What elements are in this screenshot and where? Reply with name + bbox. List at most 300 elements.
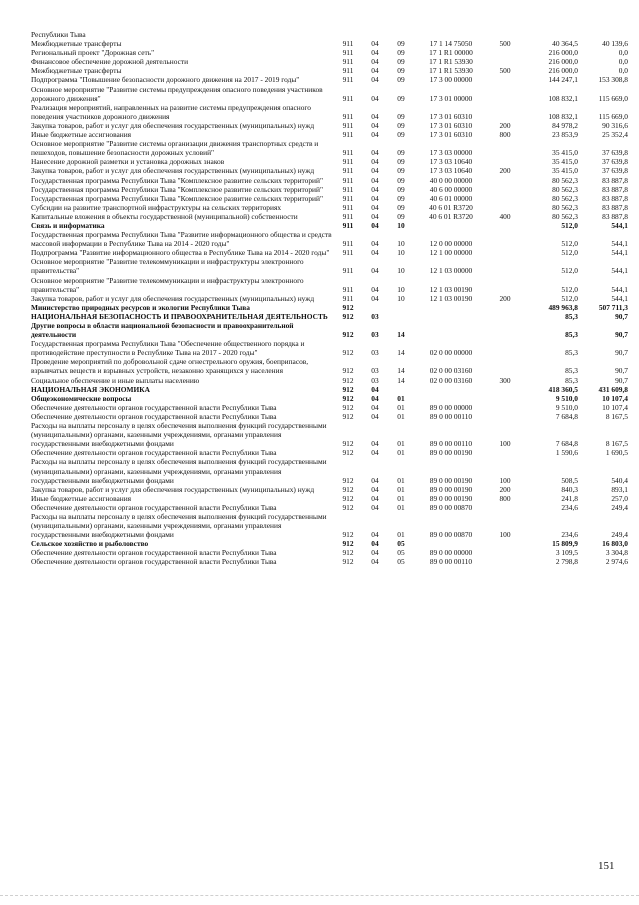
row-name: Государственная программа Республики Тыва "Развитие информационного общества и средств массовой информации в Республике Тыва на 2014 - 2020 годы" [31,230,332,249]
row-amount-year-1: 144 247,1 [548,75,578,85]
row-grbs-code: 911 [342,39,354,49]
row-target-article: 89 0 00 00190 [429,484,473,494]
row-subsection-code: 09 [397,66,405,76]
row-subsection-code: 10 [397,239,405,249]
row-name: Основное мероприятие "Развитие телекоммуникации и инфраструктуры электронного правительства" [31,257,304,276]
row-expense-type [488,448,522,457]
row-expense-type [488,548,522,557]
row-subsection-code: 01 [397,493,405,503]
row-section-code: 04 [371,48,379,58]
row-target-article: 17 3 03 00000 [429,148,473,158]
table-row [31,403,628,412]
row-amount-year-2: 3 304,8 [605,548,628,558]
row-target-article: 89 0 00 00000 [429,548,473,558]
row-target-article: 89 0 00 00110 [429,557,473,567]
row-section-code: 04 [371,393,379,403]
row-amount-year-2: 90,7 [615,348,628,358]
row-amount-year-2: 83 887,8 [602,193,628,203]
row-section-code: 04 [371,130,379,140]
table-row [31,321,628,339]
row-section-code: 04 [371,493,379,503]
row-amount-year-1: 23 853,9 [552,130,578,140]
row-amount-year-2: 0,0 [618,66,628,76]
table-row [31,303,628,312]
row-amount-year-1: 85,3 [565,348,578,358]
row-expense-type [488,185,522,194]
row-amount-year-2: 0,0 [618,48,628,58]
row-section-code: 04 [371,411,379,421]
table-row [31,85,628,103]
row-section-code: 04 [371,220,379,230]
row-grbs-code: 911 [342,166,354,176]
row-name: Министерство природных ресурсов и экологии Республики Тыва [31,302,250,312]
row-name: Расходы на выплаты персоналу в целях обеспечения выполнения функций государственными (муниципальными) органами, казенными учреждениями, органами управления государственными внебюджетными фондами [31,511,327,540]
row-expense-type: 200 [499,120,511,130]
row-amount-year-2: 10 107,4 [602,402,628,412]
row-target-article: 17 1 R1 53930 [429,57,473,67]
row-grbs-code: 911 [342,266,354,276]
row-amount-year-2: 25 352,4 [602,130,628,140]
row-amount-year-1 [522,30,578,39]
row-target-article: 89 0 00 00190 [429,448,473,458]
row-target-article: 40 0 00 00000 [429,175,473,185]
row-amount-year-1: 35 415,0 [552,148,578,158]
row-subsection-code: 05 [397,557,405,567]
table-row [31,294,628,303]
table-row [31,166,628,175]
row-subsection-code [388,303,414,312]
row-expense-type: 800 [499,493,511,503]
row-expense-type: 800 [499,130,511,140]
row-expense-type [488,194,522,203]
row-grbs-code: 911 [342,120,354,130]
row-expense-type [488,385,522,394]
row-amount-year-1: 840,3 [561,484,578,494]
row-amount-year-2: 0,0 [618,57,628,67]
table-row [31,212,628,221]
row-section-code: 04 [371,502,379,512]
row-expense-type [488,103,522,121]
row-subsection-code [388,385,414,394]
row-target-article [414,312,488,321]
row-grbs-code: 912 [342,302,354,312]
row-section-code: 04 [371,439,379,449]
row-name: Закупка товаров, работ и услуг для обеспечения государственных (муниципальных) нужд [31,293,315,303]
row-grbs-code: 911 [342,148,354,158]
row-amount-year-1: 80 562,3 [552,193,578,203]
row-section-code: 04 [371,66,379,76]
row-amount-year-1: 108 832,1 [548,93,578,103]
row-subsection-code: 14 [397,375,405,385]
row-name: Закупка товаров, работ и услуг для обеспечения государственных (муниципальных) нужд [31,120,315,130]
table-row [31,539,628,548]
row-grbs-code: 912 [342,375,354,385]
row-expense-type [488,339,522,357]
row-amount-year-1: 512,0 [561,293,578,303]
row-amount-year-2: 893,1 [611,484,628,494]
row-amount-year-1: 2 798,8 [555,557,578,567]
row-amount-year-1: 85,3 [565,330,578,340]
row-expense-type [488,48,522,57]
row-subsection-code: 01 [397,402,405,412]
row-subsection-code: 10 [397,220,405,230]
budget-table-body [31,30,628,567]
row-section-code: 04 [371,239,379,249]
row-name: Подпрограмма "Повышение безопасности дорожного движения на 2017 - 2019 годы" [31,75,300,85]
row-target-article: 89 0 00 00870 [429,502,473,512]
row-name: Сельское хозяйство и рыболовство [31,539,149,549]
row-subsection-code: 05 [397,548,405,558]
row-subsection-code: 09 [397,111,405,121]
row-amount-year-2: 115 669,0 [598,93,628,103]
row-expense-type [488,230,522,248]
row-section-code: 04 [371,184,379,194]
row-grbs-code: 912 [342,530,354,540]
row-target-article: 89 0 00 00190 [429,475,473,485]
row-subsection-code: 10 [397,293,405,303]
row-section-code: 04 [371,475,379,485]
row-expense-type [488,176,522,185]
row-amount-year-2: 544,1 [611,293,628,303]
row-name: Расходы на выплаты персоналу в целях обеспечения выполнения функций государственными (муниципальными) органами, казенными учреждениями, органами управления государственными внебюджетными фондами [31,457,327,485]
row-expense-type: 100 [499,530,511,540]
row-amount-year-1: 84 978,2 [552,120,578,130]
row-target-article: 89 0 00 00110 [429,411,473,421]
row-name: Обеспечение деятельности органов государственной власти Республики Тыва [31,502,277,512]
row-expense-type [488,85,522,103]
row-grbs-code: 911 [342,211,354,221]
row-amount-year-1: 80 562,3 [552,202,578,212]
row-section-code: 04 [371,93,379,103]
row-target-article: 12 1 03 00190 [429,284,473,294]
row-grbs-code: 911 [342,157,354,167]
row-amount-year-2: 10 107,4 [602,393,628,403]
row-section-code: 04 [371,557,379,567]
row-target-article [414,321,488,339]
row-expense-type [488,57,522,66]
row-amount-year-2: 507 711,3 [598,302,628,312]
row-amount-year-1: 85,3 [565,311,578,321]
row-grbs-code: 912 [342,330,354,340]
row-expense-type [488,276,522,294]
row-expense-type [488,403,522,412]
row-expense-type [488,394,522,403]
row-name: Обеспечение деятельности органов государственной власти Республики Тыва [31,402,277,412]
row-grbs-code: 911 [342,57,354,67]
row-grbs-code: 911 [342,175,354,185]
row-name: Межбюджетные трансферты [31,39,122,49]
row-section-code: 03 [371,375,379,385]
row-amount-year-1: 234,6 [561,502,578,512]
row-amount-year-1: 80 562,3 [552,211,578,221]
row-subsection-code: 14 [397,366,405,376]
row-name: Расходы на выплаты персоналу в целях обеспечения выполнения функций государственными (муниципальными) органами, казенными учреждениями, органами управления государственными внебюджетными фондами [31,421,327,449]
row-section-code: 04 [371,266,379,276]
table-row [31,48,628,57]
row-amount-year-1: 35 415,0 [552,166,578,176]
row-name: Обеспечение деятельности органов государственной власти Республики Тыва [31,448,277,458]
row-section-code: 04 [371,484,379,494]
row-amount-year-2 [578,30,628,39]
row-amount-year-2: 544,1 [611,220,628,230]
row-name: Общеэкономические вопросы [31,393,132,403]
row-target-article [414,221,488,230]
row-amount-year-2: 16 803,0 [602,539,628,549]
bottom-divider [0,895,639,896]
row-section-code: 04 [371,211,379,221]
row-expense-type: 100 [499,475,511,485]
row-subsection-code: 01 [397,393,405,403]
row-grbs-code: 911 [342,293,354,303]
table-row [31,385,628,394]
row-target-article: 89 0 00 00870 [429,530,473,540]
row-section-code: 04 [371,120,379,130]
row-amount-year-2: 544,1 [611,239,628,249]
row-amount-year-1: 234,6 [561,530,578,540]
page-number: 151 [598,860,615,872]
row-target-article: 12 1 03 00190 [429,293,473,303]
table-row [31,130,628,139]
row-section-code [362,30,388,39]
row-amount-year-2: 1 690,5 [605,448,628,458]
row-expense-type [488,357,522,375]
row-subsection-code: 09 [397,202,405,212]
row-amount-year-1: 80 562,3 [552,175,578,185]
table-row [31,248,628,257]
row-name: Республики Тыва [31,30,86,39]
row-subsection-code: 01 [397,475,405,485]
row-section-code: 04 [371,39,379,49]
row-section-code: 04 [371,57,379,67]
row-subsection-code: 09 [397,39,405,49]
table-row [31,357,628,375]
row-name: Подпрограмма "Развитие информационного общества в Республике Тыва на 2014 - 2020 годы" [31,248,330,258]
table-row [31,39,628,48]
row-amount-year-1: 216 000,0 [548,66,578,76]
row-subsection-code: 01 [397,448,405,458]
row-name: Иные бюджетные ассигнования [31,493,132,503]
row-section-code: 04 [371,166,379,176]
table-row [31,394,628,403]
row-amount-year-2: 90 316,6 [602,120,628,130]
row-section-code: 04 [371,75,379,85]
row-expense-type [488,539,522,548]
row-subsection-code: 01 [397,484,405,494]
row-grbs-code: 911 [342,184,354,194]
row-amount-year-2: 83 887,8 [602,202,628,212]
row-subsection-code: 09 [397,193,405,203]
row-section-code: 03 [371,348,379,358]
row-name: Закупка товаров, работ и услуг для обеспечения государственных (муниципальных) нужд [31,166,315,176]
row-section-code: 04 [371,157,379,167]
row-expense-type: 200 [499,484,511,494]
row-grbs-code: 912 [342,548,354,558]
row-section-code: 04 [371,530,379,540]
row-grbs-code: 912 [342,348,354,358]
row-expense-type [488,321,522,339]
row-section-code: 04 [371,111,379,121]
row-amount-year-2: 115 669,0 [598,111,628,121]
row-grbs-code: 911 [342,239,354,249]
row-target-article: 89 0 00 00110 [429,439,473,449]
table-row [31,203,628,212]
table-row [31,121,628,130]
row-amount-year-2: 249,4 [611,530,628,540]
row-subsection-code: 09 [397,175,405,185]
row-grbs-code: 911 [342,284,354,294]
row-grbs-code: 912 [342,439,354,449]
row-subsection-code [388,30,414,39]
row-section-code: 03 [371,366,379,376]
row-grbs-code: 912 [342,311,354,321]
row-expense-type [488,557,522,566]
row-expense-type: 100 [499,439,511,449]
row-section-code: 04 [371,175,379,185]
row-subsection-code: 14 [397,348,405,358]
row-target-article: 17 3 01 60310 [429,120,473,130]
row-subsection-code: 05 [397,539,405,549]
row-name: Основное мероприятие "Развитие телекоммуникации и инфраструктуры электронного правительства" [31,275,304,294]
row-amount-year-1: 216 000,0 [548,48,578,58]
table-row [31,221,628,230]
row-target-article: 17 3 01 60310 [429,111,473,121]
row-amount-year-2: 249,4 [611,502,628,512]
row-amount-year-2: 90,7 [615,366,628,376]
row-grbs-code: 912 [342,502,354,512]
row-grbs-code: 911 [342,66,354,76]
row-subsection-code: 09 [397,93,405,103]
row-grbs-code: 912 [342,393,354,403]
row-target-article [414,303,488,312]
row-amount-year-1: 512,0 [561,284,578,294]
table-row [31,75,628,84]
row-target-article: 12 0 00 00000 [429,239,473,249]
row-subsection-code: 14 [397,330,405,340]
row-amount-year-1: 7 684,8 [555,411,578,421]
row-amount-year-2: 8 167,5 [605,411,628,421]
row-amount-year-2: 257,0 [611,493,628,503]
row-target-article: 40 6 00 00000 [429,184,473,194]
row-name: Капитальные вложения в объекты государственной (муниципальной) собственности [31,211,298,221]
row-target-article: 17 3 00 00000 [429,75,473,85]
row-amount-year-2: 83 887,8 [602,175,628,185]
table-row [31,412,628,421]
row-grbs-code: 912 [342,484,354,494]
row-expense-type [488,157,522,166]
row-grbs-code: 912 [342,411,354,421]
row-name: Обеспечение деятельности органов государственной власти Республики Тыва [31,411,277,421]
row-amount-year-2: 544,1 [611,248,628,258]
row-name: Реализация мероприятий, направленных на развитие системы предупреждения опасного поведения участников дорожного движения [31,102,311,121]
row-section-code: 04 [371,148,379,158]
table-row [31,503,628,512]
row-grbs-code: 911 [342,48,354,58]
row-subsection-code: 09 [397,211,405,221]
table-row [31,494,628,503]
row-expense-type [488,312,522,321]
row-expense-type [488,257,522,275]
row-subsection-code: 09 [397,57,405,67]
row-target-article: 89 0 00 00000 [429,402,473,412]
row-amount-year-2: 83 887,8 [602,211,628,221]
table-row [31,276,628,294]
row-target-article: 12 1 00 00000 [429,248,473,258]
row-target-article: 17 3 01 60310 [429,130,473,140]
row-section-code: 04 [371,293,379,303]
row-expense-type [488,203,522,212]
row-amount-year-2: 2 974,6 [605,557,628,567]
row-expense-type: 200 [499,166,511,176]
row-grbs-code: 911 [342,220,354,230]
row-name: Связь и информатика [31,220,105,230]
row-name: Субсидии на развитие транспортной инфраструктуры на сельских территориях [31,202,282,212]
row-amount-year-1: 9 510,0 [555,402,578,412]
row-expense-type [488,248,522,257]
row-grbs-code: 912 [342,448,354,458]
row-target-article: 17 1 14 75050 [429,39,473,49]
row-expense-type [488,303,522,312]
row-amount-year-1: 3 109,5 [555,548,578,558]
row-amount-year-1: 512,0 [561,239,578,249]
row-amount-year-1: 216 000,0 [548,57,578,67]
row-expense-type [488,221,522,230]
row-grbs-code: 912 [342,384,354,394]
row-grbs-code: 911 [342,130,354,140]
table-row [31,194,628,203]
row-section-code: 04 [371,448,379,458]
row-amount-year-2: 90,7 [615,330,628,340]
table-row [31,557,628,566]
row-expense-type: 300 [499,375,511,385]
row-name: Финансовое обеспечение дорожной деятельности [31,57,189,67]
row-target-article: 02 0 00 00000 [429,348,473,358]
row-name: Межбюджетные трансферты [31,66,122,76]
row-subsection-code: 01 [397,530,405,540]
row-amount-year-1: 489 963,8 [548,302,578,312]
row-grbs-code: 911 [342,93,354,103]
row-amount-year-1: 40 364,5 [552,39,578,49]
row-amount-year-2: 153 308,8 [598,75,628,85]
table-row [31,176,628,185]
row-grbs-code [334,30,362,39]
row-subsection-code: 09 [397,184,405,194]
row-subsection-code: 01 [397,411,405,421]
row-name: Основное мероприятие "Развитие системы предупреждения опасного поведения участников дорожного движения" [31,84,323,103]
row-grbs-code: 912 [342,366,354,376]
row-grbs-code: 911 [342,202,354,212]
table-row [31,457,628,484]
budget-table [31,30,628,567]
table-row [31,57,628,66]
row-grbs-code: 912 [342,402,354,412]
row-section-code: 04 [371,402,379,412]
row-grbs-code: 912 [342,539,354,549]
table-row [31,339,628,357]
row-grbs-code: 912 [342,475,354,485]
row-subsection-code: 09 [397,148,405,158]
row-target-article: 89 0 00 00190 [429,493,473,503]
table-row [31,512,628,539]
row-amount-year-1: 7 684,8 [555,439,578,449]
row-name: Государственная программа Республики Тыва "Обеспечение общественного порядка и противодействие преступности в Республике Тыва на 2017 - 2020 годы" [31,339,305,358]
row-name: Государственная программа Республики Тыва "Комплексное развитие сельских территорий" [31,193,323,203]
row-target-article: 40 6 01 R3720 [429,211,473,221]
row-amount-year-1: 35 415,0 [552,157,578,167]
row-expense-type [488,139,522,157]
row-expense-type: 200 [499,293,511,303]
row-amount-year-2: 83 887,8 [602,184,628,194]
table-row [31,230,628,248]
